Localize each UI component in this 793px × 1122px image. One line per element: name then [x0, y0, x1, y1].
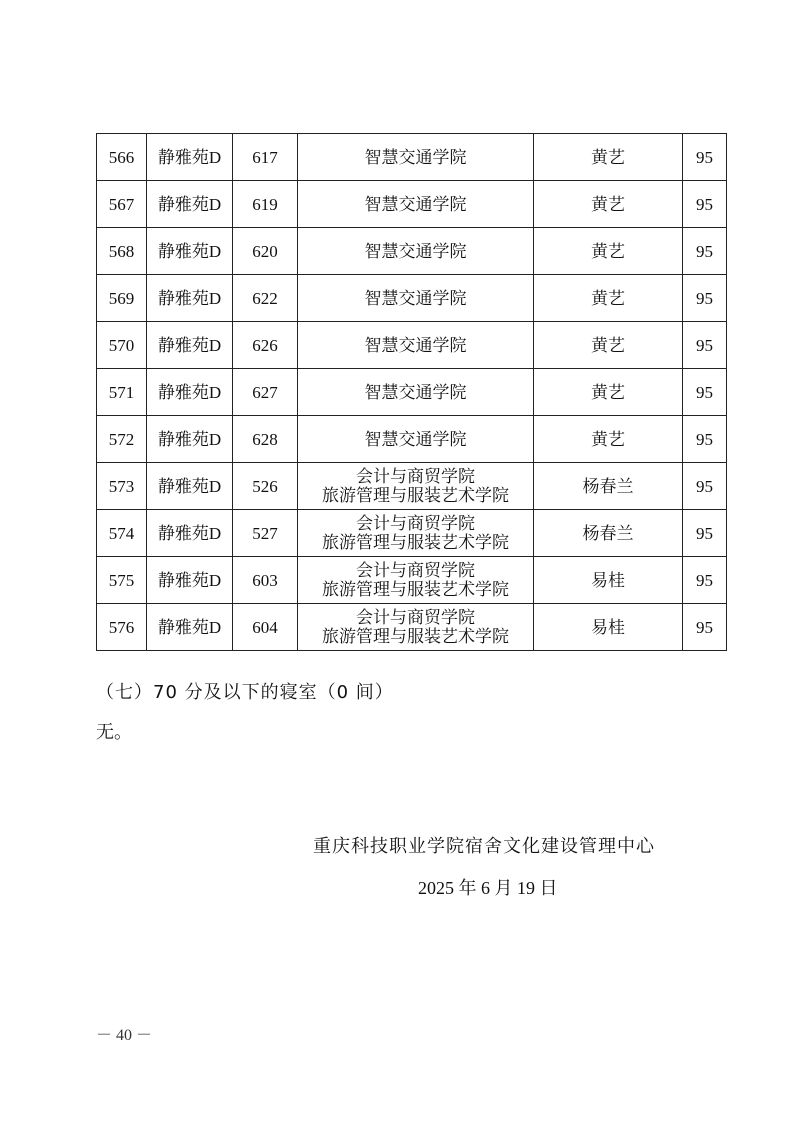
cell-number: 576 [97, 604, 147, 651]
cell-manager: 杨春兰 [534, 510, 683, 557]
cell-manager: 黄艺 [534, 134, 683, 181]
cell-score: 95 [683, 369, 727, 416]
cell-college [298, 604, 534, 651]
cell-number: 571 [97, 369, 147, 416]
college-name: 会计与商贸学院 [356, 514, 475, 533]
college-name: 智慧交通学院 [364, 147, 467, 167]
cell-room: 604 [233, 604, 298, 651]
cell-score: 95 [683, 181, 727, 228]
college-name: 智慧交通学院 [364, 288, 467, 308]
cell-building: 静雅苑D [147, 463, 233, 510]
table-row [97, 181, 727, 228]
cell-building: 静雅苑D [147, 369, 233, 416]
cell-manager: 黄艺 [534, 416, 683, 463]
cell-college [298, 510, 534, 557]
table-row [97, 416, 727, 463]
cell-college [298, 134, 534, 181]
table-row [97, 134, 727, 181]
cell-college [298, 322, 534, 369]
cell-college [298, 463, 534, 510]
cell-building: 静雅苑D [147, 510, 233, 557]
cell-college [298, 369, 534, 416]
cell-room: 526 [233, 463, 298, 510]
college-name: 智慧交通学院 [364, 194, 467, 214]
cell-room: 620 [233, 228, 298, 275]
cell-manager: 黄艺 [534, 369, 683, 416]
table-row [97, 557, 727, 604]
cell-manager: 易桂 [534, 557, 683, 604]
cell-manager: 黄艺 [534, 228, 683, 275]
cell-manager: 易桂 [534, 604, 683, 651]
cell-score: 95 [683, 275, 727, 322]
college-name: 旅游管理与服装艺术学院 [322, 533, 509, 552]
cell-manager: 黄艺 [534, 322, 683, 369]
college-name: 会计与商贸学院 [356, 467, 475, 486]
college-name: 智慧交通学院 [364, 241, 467, 261]
cell-college [298, 557, 534, 604]
college-name: 智慧交通学院 [364, 335, 467, 355]
table-row [97, 510, 727, 557]
cell-room: 628 [233, 416, 298, 463]
section-heading: （七）70 分及以下的寝室（0 间） [96, 682, 394, 703]
cell-room: 622 [233, 275, 298, 322]
cell-score: 95 [683, 322, 727, 369]
cell-college [298, 416, 534, 463]
cell-score: 95 [683, 510, 727, 557]
cell-college [298, 228, 534, 275]
cell-room: 619 [233, 181, 298, 228]
table-row [97, 228, 727, 275]
cell-building: 静雅苑D [147, 228, 233, 275]
cell-number: 574 [97, 510, 147, 557]
cell-room: 617 [233, 134, 298, 181]
college-name: 智慧交通学院 [364, 382, 467, 402]
cell-manager: 黄艺 [534, 181, 683, 228]
cell-number: 566 [97, 134, 147, 181]
cell-score: 95 [683, 557, 727, 604]
cell-building: 静雅苑D [147, 181, 233, 228]
cell-room: 603 [233, 557, 298, 604]
table-row [97, 322, 727, 369]
cell-building: 静雅苑D [147, 322, 233, 369]
section-body: 无。 [96, 722, 132, 743]
cell-building: 静雅苑D [147, 557, 233, 604]
college-name: 会计与商贸学院 [356, 608, 475, 627]
table-body [97, 134, 727, 651]
cell-room: 627 [233, 369, 298, 416]
signature-date: 2025 年 6 月 19 日 [418, 878, 558, 898]
college-name: 旅游管理与服装艺术学院 [322, 486, 509, 505]
cell-score: 95 [683, 416, 727, 463]
college-name: 旅游管理与服装艺术学院 [322, 580, 509, 599]
cell-manager: 杨春兰 [534, 463, 683, 510]
table-row [97, 275, 727, 322]
table-row [97, 369, 727, 416]
cell-number: 569 [97, 275, 147, 322]
dorm-score-table [96, 133, 727, 651]
cell-score: 95 [683, 604, 727, 651]
cell-building: 静雅苑D [147, 416, 233, 463]
college-name: 旅游管理与服装艺术学院 [322, 627, 509, 646]
cell-building: 静雅苑D [147, 604, 233, 651]
page-number: － 40 － [96, 1027, 153, 1044]
cell-building: 静雅苑D [147, 134, 233, 181]
cell-college [298, 275, 534, 322]
cell-score: 95 [683, 134, 727, 181]
cell-score: 95 [683, 228, 727, 275]
table-row [97, 463, 727, 510]
cell-college [298, 181, 534, 228]
cell-number: 570 [97, 322, 147, 369]
college-name: 智慧交通学院 [364, 429, 467, 449]
table-row [97, 604, 727, 651]
cell-manager: 黄艺 [534, 275, 683, 322]
cell-number: 573 [97, 463, 147, 510]
cell-number: 572 [97, 416, 147, 463]
cell-room: 527 [233, 510, 298, 557]
cell-number: 568 [97, 228, 147, 275]
college-name: 会计与商贸学院 [356, 561, 475, 580]
cell-number: 575 [97, 557, 147, 604]
cell-building: 静雅苑D [147, 275, 233, 322]
cell-score: 95 [683, 463, 727, 510]
cell-number: 567 [97, 181, 147, 228]
signature-organization: 重庆科技职业学院宿舍文化建设管理中心 [313, 836, 655, 857]
cell-room: 626 [233, 322, 298, 369]
